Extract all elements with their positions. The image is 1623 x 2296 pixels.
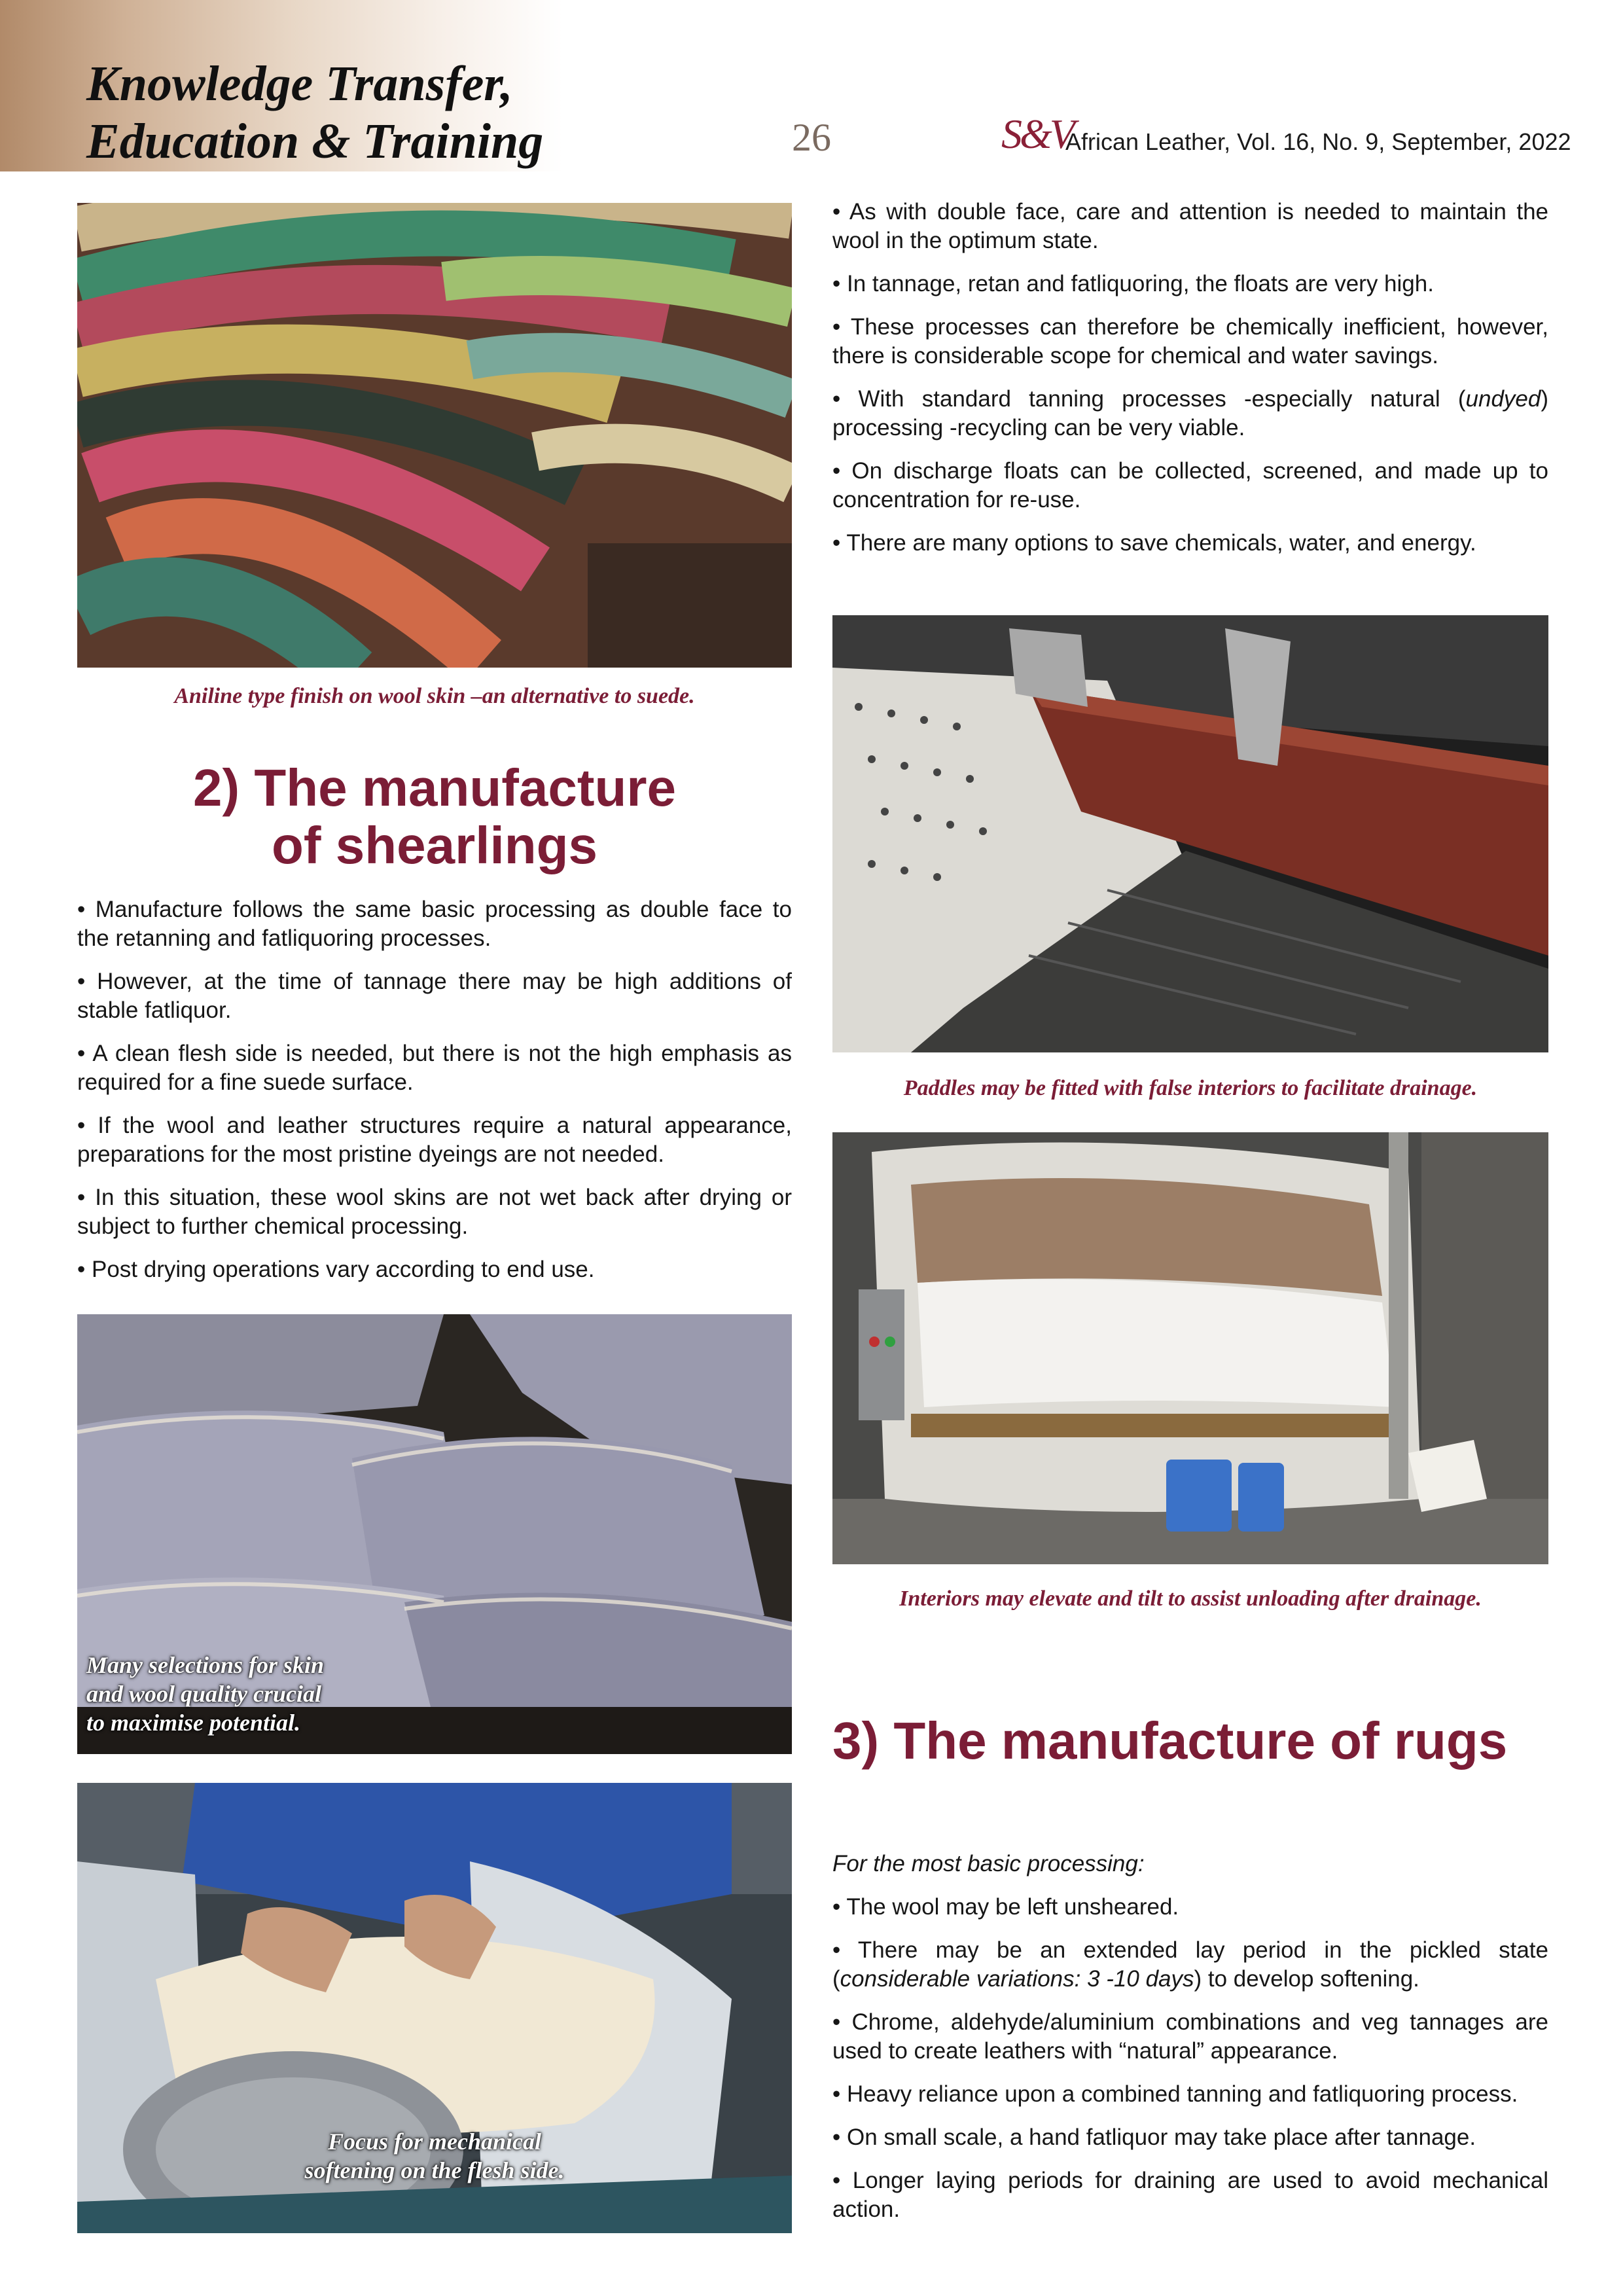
- caption-paddles: Paddles may be fitted with false interiors to facilitate drainage.: [903, 1076, 1478, 1100]
- overlay-selection-note: [86, 1651, 479, 1737]
- shearlings-bullet: • A clean flesh side is needed, but there is not the high emphasis as required for a fine suede surface.: [77, 1041, 792, 1095]
- journal-reference: African Leather, Vol. 16, No. 9, September, 2022: [1065, 128, 1571, 155]
- heading-shearlings-line2: of shearlings: [272, 816, 597, 874]
- shearlings-bullet: • If the wool and leather structures require a natural appearance, preparations for the most pristine dyeings are not needed.: [77, 1113, 792, 1167]
- overlay-selection-line: Many selections for skin: [86, 1652, 325, 1678]
- heading-shearlings: [77, 759, 792, 874]
- double-face-bullet: • As with double face, care and attention is needed to maintain the wool in the optimum state.: [832, 199, 1548, 253]
- rugs-bullet: • There may be an extended lay period in the pickled state (considerable variations: 3 -10 days) to develop softening.: [832, 1937, 1548, 1992]
- shearlings-bullet: • However, at the time of tannage there may be high additions of stable fatliquor.: [77, 969, 792, 1023]
- rugs-bullet: • The wool may be left unsheared.: [832, 1894, 1179, 1920]
- section-title-line1: Knowledge Transfer,: [86, 56, 513, 111]
- rugs-intro: For the most basic processing:: [832, 1851, 1145, 1876]
- aniline-wool-skins-photo: [77, 203, 792, 668]
- double-face-bullet: • These processes can therefore be chemically inefficient, however, there is considerable scope for chemical and water savings.: [832, 314, 1548, 368]
- double-face-bullets: [832, 198, 1548, 572]
- caption-aniline-finish: Aniline type finish on wool skin –an alternative to suede.: [174, 684, 695, 708]
- shearlings-bullet: • Post drying operations vary according to end use.: [77, 1257, 595, 1282]
- overlay-selection-line: and wool quality crucial: [86, 1681, 322, 1707]
- publisher-logo: S&V: [1001, 111, 1073, 157]
- double-face-bullet: • On discharge floats can be collected, screened, and made up to concentration for re-use.: [832, 458, 1548, 512]
- page-number: 26: [792, 116, 831, 159]
- overlay-softening-line: softening on the flesh side.: [304, 2157, 565, 2183]
- rugs-bullet: • Longer laying periods for draining are used to avoid mechanical action.: [832, 2168, 1548, 2222]
- double-face-bullet: • In tannage, retan and fatliquoring, the floats are very high.: [832, 271, 1434, 296]
- heading-rugs: 3) The manufacture of rugs: [832, 1712, 1508, 1770]
- rugs-bullet: • Heavy reliance upon a combined tanning and fatliquoring process.: [832, 2081, 1518, 2107]
- paddle-interior-photo: [832, 615, 1548, 1052]
- overlay-softening-line: Focus for mechanical: [327, 2128, 541, 2155]
- rugs-bullet: • On small scale, a hand fatliquor may take place after tannage.: [832, 2125, 1476, 2150]
- rugs-bullet: • Chrome, aldehyde/aluminium combinations and veg tannages are used to create leathers with “natural” appearance.: [832, 2009, 1548, 2064]
- double-face-bullet: • With standard tanning processes -especially natural (undyed) processing -recycling can be very viable.: [832, 386, 1548, 440]
- shearlings-bullet: • Manufacture follows the same basic processing as double face to the retanning and fatliquoring processes.: [77, 897, 792, 951]
- section-title-line2: Education & Training: [86, 114, 544, 169]
- rugs-bullets: [832, 1850, 1548, 2238]
- section-title: [86, 55, 584, 170]
- shearlings-bullet: • In this situation, these wool skins are not wet back after drying or subject to further chemical processing.: [77, 1185, 792, 1239]
- caption-interiors: Interiors may elevate and tilt to assist unloading after drainage.: [899, 1587, 1482, 1611]
- drum-interior-photo: [832, 1132, 1548, 1564]
- shearlings-bullets: [77, 895, 792, 1299]
- overlay-selection-line: to maximise potential.: [86, 1710, 301, 1736]
- overlay-softening-note: [77, 2127, 792, 2185]
- double-face-bullet: • There are many options to save chemicals, water, and energy.: [832, 530, 1476, 556]
- heading-shearlings-line1: 2) The manufacture: [193, 759, 676, 817]
